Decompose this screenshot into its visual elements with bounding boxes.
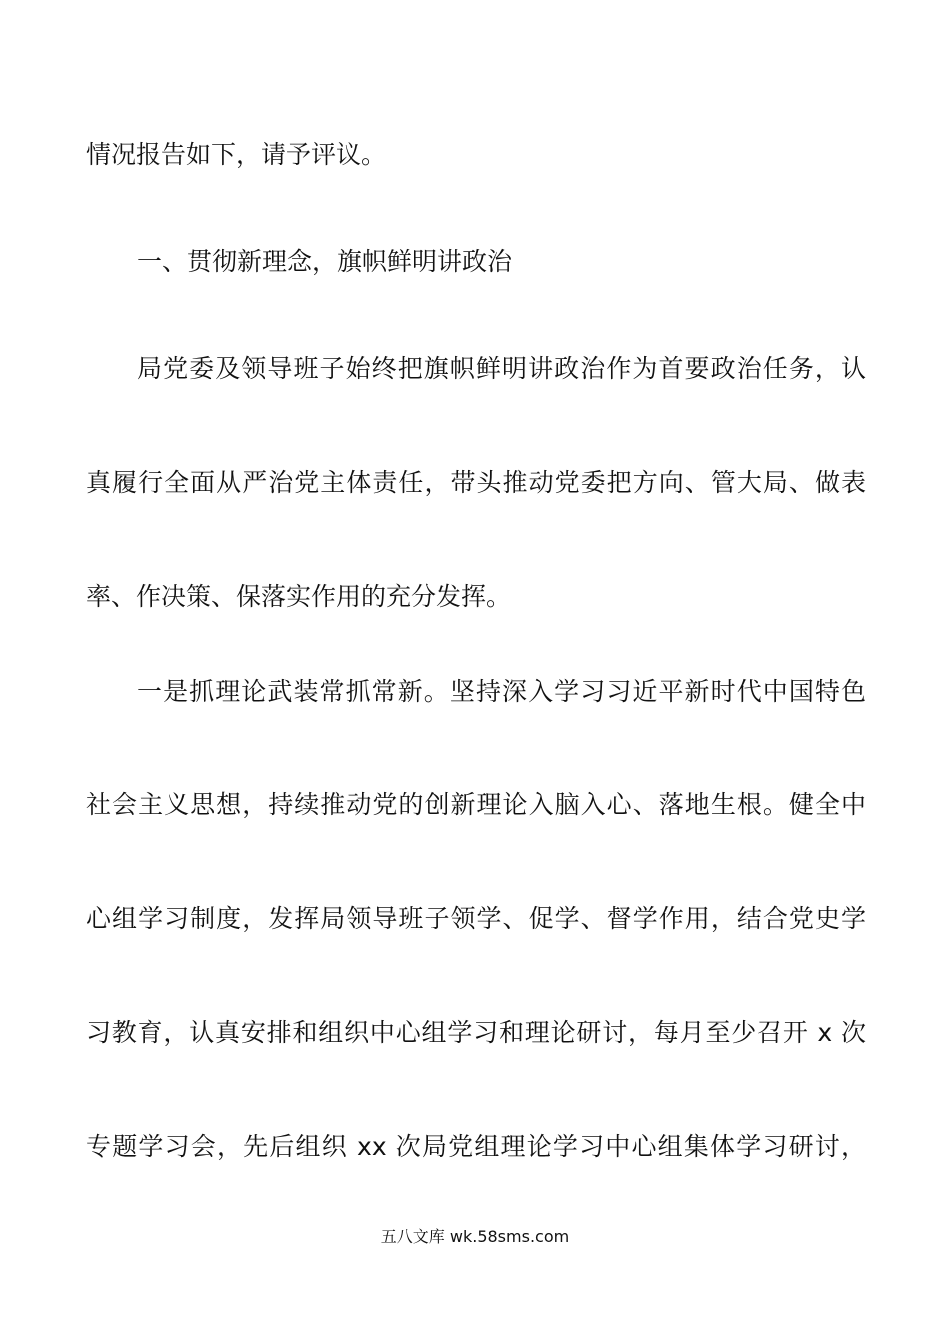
paragraph-line: 社会主义思想，持续推动党的创新理论入脑入心、落地生根。健全中 — [86, 790, 866, 819]
paragraph-line: 率、作决策、保落实作用的充分发挥。 — [86, 582, 512, 611]
paragraph-line: 局党委及领导班子始终把旗帜鲜明讲政治作为首要政治任务，认 — [137, 354, 866, 383]
paragraph-line: 心组学习制度，发挥局领导班子领学、促学、督学作用，结合党史学 — [86, 904, 866, 933]
paragraph-line: 专题学习会，先后组织 xx 次局党组理论学习中心组集体学习研讨， — [86, 1132, 866, 1161]
paragraph-line: 真履行全面从严治党主体责任，带头推动党委把方向、管大局、做表 — [86, 468, 866, 497]
paragraph-line: 情况报告如下，请予评议。 — [86, 140, 387, 169]
paragraph-line: 一是抓理论武装常抓常新。坚持深入学习习近平新时代中国特色 — [137, 677, 866, 706]
section-heading: 一、贯彻新理念，旗帜鲜明讲政治 — [137, 247, 513, 276]
paragraph-line: 习教育，认真安排和组织中心组学习和理论研讨，每月至少召开 x 次 — [86, 1018, 866, 1047]
footer-watermark: 五八文库 wk.58sms.com — [380, 1227, 570, 1246]
